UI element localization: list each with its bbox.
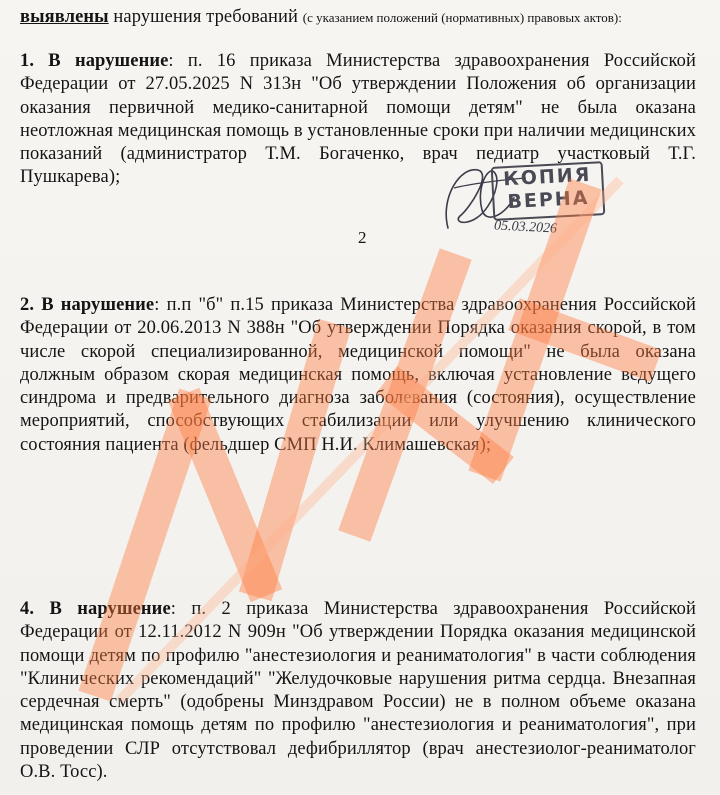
violation-label: 2. В нарушение [20,295,155,315]
stamp-line-1: КОПИЯ [502,163,592,191]
header-text: нарушения требований [108,7,303,27]
violation-label: 1. В нарушение [20,51,169,71]
violation-text: : п.п "б" п.15 приказа Министерства здравоохранения Российской Федерации от 20.06.2013 N 388н "Об утверждении Порядка оказания скорой, в том числе скорой специализированной, медицинской помощи" не была оказана должным образом скорая медицинская помощь, включая установление ведущего синдрома и предварительного диагноза заболевания (состояния), осуществление мероприятий, способствующих стабилизации или улучшению клинического состояния пациента (фельдшер СМП Н.И. Климашевская); [20,295,696,455]
page-number: 2 [358,228,367,247]
stamp-box [491,161,606,221]
violation-label: 4. В нарушение [20,599,171,619]
stamp-date: 05.03.2026 [493,218,558,237]
header-bold: выявлены [20,7,109,27]
violation-item-2 [20,294,696,457]
header-small-text: (с указанием положений (нормативных) правовых актов): [302,10,622,25]
violation-item-4 [20,598,696,784]
header-paragraph [20,6,696,29]
violation-text: : п. 2 приказа Министерства здравоохранения Российской Федерации от 12.11.2012 N 909н "Об утверждении Порядка оказания медицинской помощи детям по профилю "анестезиология и реаниматология" в части соблюдения "Клинических рекомендаций" "Желудочковые нарушения ритма сердца. Внезапная сердечная смерть" (одобрены Минздравом России) не в полном объеме оказана медицинская помощь детям по профилю "анестезиология и реаниматология", при проведении СЛР отсутствовал дефибриллятор (врач анестезиолог-реаниматолог О.В. Тосс). [20,599,696,783]
copy-certified-stamp [430,158,610,253]
violation-text: : п. 16 приказа Министерства здравоохранения Российской Федерации от 27.05.2025 N 313н "Об утверждении Положения об организации оказания первичной медико-санитарной помощи детям" не была оказана неотложная медицинская помощь в установленные сроки при наличии медицинских показаний (администратор Т.М. Богаченко, врач педиатр участковый Т.Г. Пушкарева); [20,51,696,188]
stamp-line-2: ВЕРНА [506,186,590,214]
